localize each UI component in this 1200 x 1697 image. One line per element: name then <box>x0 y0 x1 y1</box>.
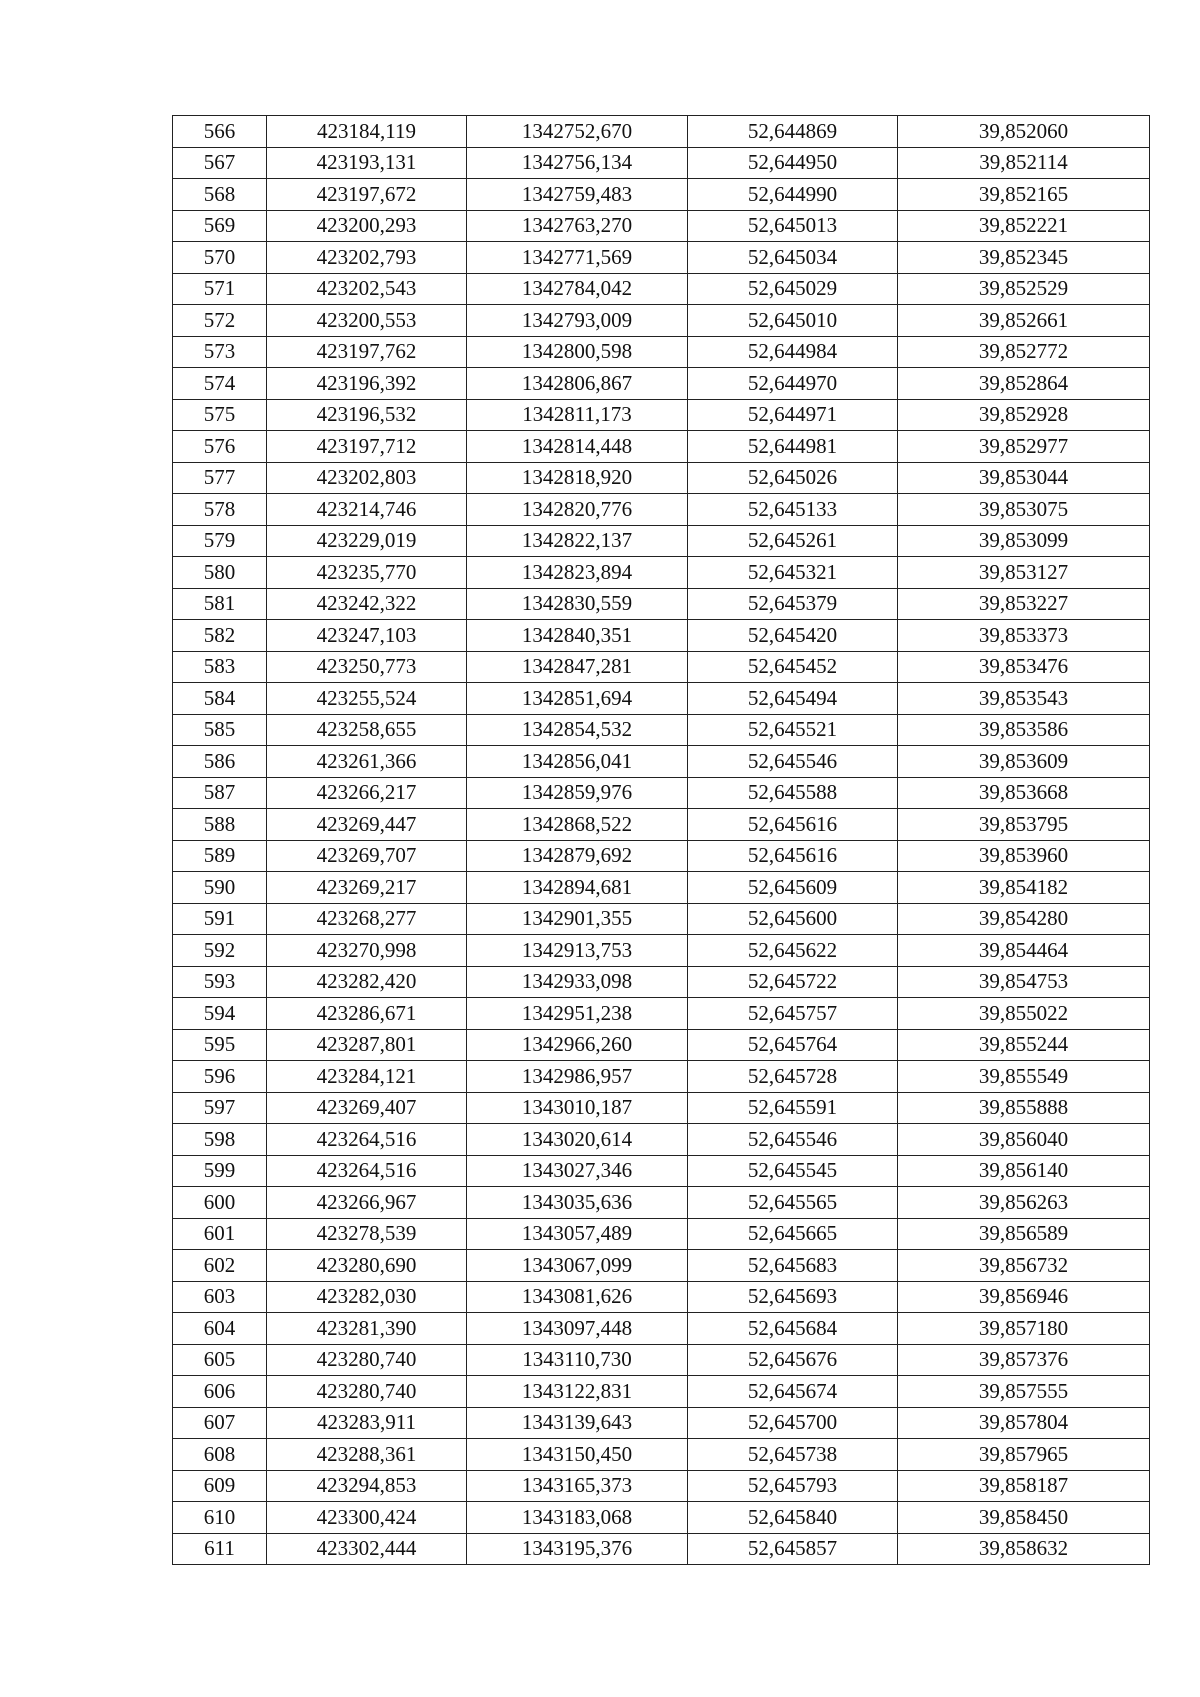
longitude-cell: 39,856732 <box>898 1250 1150 1282</box>
x-coordinate-cell: 423202,803 <box>267 462 467 494</box>
longitude-cell: 39,854182 <box>898 872 1150 904</box>
table-row <box>173 1407 1150 1439</box>
y-coordinate-cell: 1342771,569 <box>467 242 688 274</box>
latitude-cell: 52,645700 <box>688 1407 898 1439</box>
table-row <box>173 620 1150 652</box>
x-coordinate-cell: 423184,119 <box>267 116 467 148</box>
point-number-cell: 597 <box>173 1092 267 1124</box>
table-row <box>173 1155 1150 1187</box>
x-coordinate-cell: 423266,967 <box>267 1187 467 1219</box>
table-row <box>173 809 1150 841</box>
y-coordinate-cell: 1343010,187 <box>467 1092 688 1124</box>
x-coordinate-cell: 423200,293 <box>267 210 467 242</box>
x-coordinate-cell: 423268,277 <box>267 903 467 935</box>
point-number-cell: 605 <box>173 1344 267 1376</box>
longitude-cell: 39,853075 <box>898 494 1150 526</box>
latitude-cell: 52,644971 <box>688 399 898 431</box>
x-coordinate-cell: 423196,392 <box>267 368 467 400</box>
point-number-cell: 598 <box>173 1124 267 1156</box>
longitude-cell: 39,858187 <box>898 1470 1150 1502</box>
x-coordinate-cell: 423214,746 <box>267 494 467 526</box>
table-row <box>173 1092 1150 1124</box>
x-coordinate-cell: 423269,447 <box>267 809 467 841</box>
point-number-cell: 585 <box>173 714 267 746</box>
latitude-cell: 52,645616 <box>688 809 898 841</box>
x-coordinate-cell: 423284,121 <box>267 1061 467 1093</box>
x-coordinate-cell: 423197,712 <box>267 431 467 463</box>
point-number-cell: 576 <box>173 431 267 463</box>
y-coordinate-cell: 1342793,009 <box>467 305 688 337</box>
x-coordinate-cell: 423300,424 <box>267 1502 467 1534</box>
point-number-cell: 595 <box>173 1029 267 1061</box>
latitude-cell: 52,645764 <box>688 1029 898 1061</box>
latitude-cell: 52,645693 <box>688 1281 898 1313</box>
latitude-cell: 52,645676 <box>688 1344 898 1376</box>
y-coordinate-cell: 1342913,753 <box>467 935 688 967</box>
latitude-cell: 52,644990 <box>688 179 898 211</box>
latitude-cell: 52,644950 <box>688 147 898 179</box>
latitude-cell: 52,645026 <box>688 462 898 494</box>
point-number-cell: 566 <box>173 116 267 148</box>
table-row <box>173 1218 1150 1250</box>
latitude-cell: 52,645665 <box>688 1218 898 1250</box>
point-number-cell: 578 <box>173 494 267 526</box>
longitude-cell: 39,858632 <box>898 1533 1150 1565</box>
y-coordinate-cell: 1342894,681 <box>467 872 688 904</box>
longitude-cell: 39,852864 <box>898 368 1150 400</box>
point-number-cell: 593 <box>173 966 267 998</box>
latitude-cell: 52,645840 <box>688 1502 898 1534</box>
latitude-cell: 52,645857 <box>688 1533 898 1565</box>
x-coordinate-cell: 423242,322 <box>267 588 467 620</box>
point-number-cell: 569 <box>173 210 267 242</box>
latitude-cell: 52,645616 <box>688 840 898 872</box>
table-row <box>173 242 1150 274</box>
longitude-cell: 39,853127 <box>898 557 1150 589</box>
point-number-cell: 584 <box>173 683 267 715</box>
point-number-cell: 587 <box>173 777 267 809</box>
longitude-cell: 39,855244 <box>898 1029 1150 1061</box>
latitude-cell: 52,645013 <box>688 210 898 242</box>
y-coordinate-cell: 1343057,489 <box>467 1218 688 1250</box>
x-coordinate-cell: 423280,690 <box>267 1250 467 1282</box>
longitude-cell: 39,856263 <box>898 1187 1150 1219</box>
point-number-cell: 608 <box>173 1439 267 1471</box>
table-row <box>173 336 1150 368</box>
point-number-cell: 609 <box>173 1470 267 1502</box>
point-number-cell: 602 <box>173 1250 267 1282</box>
latitude-cell: 52,645588 <box>688 777 898 809</box>
latitude-cell: 52,644984 <box>688 336 898 368</box>
coordinates-table-body <box>173 116 1150 1565</box>
longitude-cell: 39,852977 <box>898 431 1150 463</box>
x-coordinate-cell: 423197,762 <box>267 336 467 368</box>
table-row <box>173 1281 1150 1313</box>
latitude-cell: 52,645379 <box>688 588 898 620</box>
x-coordinate-cell: 423261,366 <box>267 746 467 778</box>
latitude-cell: 52,645420 <box>688 620 898 652</box>
y-coordinate-cell: 1342818,920 <box>467 462 688 494</box>
x-coordinate-cell: 423202,793 <box>267 242 467 274</box>
longitude-cell: 39,852060 <box>898 116 1150 148</box>
latitude-cell: 52,644981 <box>688 431 898 463</box>
latitude-cell: 52,645565 <box>688 1187 898 1219</box>
longitude-cell: 39,856140 <box>898 1155 1150 1187</box>
point-number-cell: 591 <box>173 903 267 935</box>
longitude-cell: 39,852114 <box>898 147 1150 179</box>
x-coordinate-cell: 423280,740 <box>267 1344 467 1376</box>
x-coordinate-cell: 423264,516 <box>267 1155 467 1187</box>
x-coordinate-cell: 423193,131 <box>267 147 467 179</box>
coordinates-table <box>172 115 1150 1565</box>
point-number-cell: 571 <box>173 273 267 305</box>
y-coordinate-cell: 1342986,957 <box>467 1061 688 1093</box>
x-coordinate-cell: 423288,361 <box>267 1439 467 1471</box>
x-coordinate-cell: 423281,390 <box>267 1313 467 1345</box>
x-coordinate-cell: 423229,019 <box>267 525 467 557</box>
y-coordinate-cell: 1343183,068 <box>467 1502 688 1534</box>
x-coordinate-cell: 423266,217 <box>267 777 467 809</box>
y-coordinate-cell: 1342933,098 <box>467 966 688 998</box>
y-coordinate-cell: 1342811,173 <box>467 399 688 431</box>
table-row <box>173 872 1150 904</box>
table-row <box>173 399 1150 431</box>
latitude-cell: 52,645133 <box>688 494 898 526</box>
latitude-cell: 52,645609 <box>688 872 898 904</box>
table-row <box>173 147 1150 179</box>
table-row <box>173 588 1150 620</box>
point-number-cell: 583 <box>173 651 267 683</box>
table-row <box>173 1376 1150 1408</box>
table-row <box>173 966 1150 998</box>
table-row <box>173 935 1150 967</box>
y-coordinate-cell: 1342847,281 <box>467 651 688 683</box>
longitude-cell: 39,852165 <box>898 179 1150 211</box>
x-coordinate-cell: 423196,532 <box>267 399 467 431</box>
longitude-cell: 39,853373 <box>898 620 1150 652</box>
longitude-cell: 39,856589 <box>898 1218 1150 1250</box>
point-number-cell: 575 <box>173 399 267 431</box>
longitude-cell: 39,858450 <box>898 1502 1150 1534</box>
latitude-cell: 52,645546 <box>688 746 898 778</box>
point-number-cell: 592 <box>173 935 267 967</box>
point-number-cell: 606 <box>173 1376 267 1408</box>
table-row <box>173 998 1150 1030</box>
table-row <box>173 1533 1150 1565</box>
latitude-cell: 52,645010 <box>688 305 898 337</box>
longitude-cell: 39,853960 <box>898 840 1150 872</box>
y-coordinate-cell: 1342856,041 <box>467 746 688 778</box>
latitude-cell: 52,645674 <box>688 1376 898 1408</box>
latitude-cell: 52,645029 <box>688 273 898 305</box>
x-coordinate-cell: 423264,516 <box>267 1124 467 1156</box>
point-number-cell: 579 <box>173 525 267 557</box>
y-coordinate-cell: 1342879,692 <box>467 840 688 872</box>
y-coordinate-cell: 1343139,643 <box>467 1407 688 1439</box>
point-number-cell: 574 <box>173 368 267 400</box>
longitude-cell: 39,852345 <box>898 242 1150 274</box>
latitude-cell: 52,645452 <box>688 651 898 683</box>
longitude-cell: 39,853668 <box>898 777 1150 809</box>
point-number-cell: 604 <box>173 1313 267 1345</box>
point-number-cell: 588 <box>173 809 267 841</box>
latitude-cell: 52,645261 <box>688 525 898 557</box>
y-coordinate-cell: 1342951,238 <box>467 998 688 1030</box>
latitude-cell: 52,645722 <box>688 966 898 998</box>
x-coordinate-cell: 423286,671 <box>267 998 467 1030</box>
table-row <box>173 1313 1150 1345</box>
point-number-cell: 567 <box>173 147 267 179</box>
x-coordinate-cell: 423302,444 <box>267 1533 467 1565</box>
y-coordinate-cell: 1342854,532 <box>467 714 688 746</box>
latitude-cell: 52,645684 <box>688 1313 898 1345</box>
point-number-cell: 607 <box>173 1407 267 1439</box>
x-coordinate-cell: 423197,672 <box>267 179 467 211</box>
x-coordinate-cell: 423278,539 <box>267 1218 467 1250</box>
x-coordinate-cell: 423269,407 <box>267 1092 467 1124</box>
point-number-cell: 577 <box>173 462 267 494</box>
y-coordinate-cell: 1342759,483 <box>467 179 688 211</box>
point-number-cell: 570 <box>173 242 267 274</box>
y-coordinate-cell: 1342763,270 <box>467 210 688 242</box>
y-coordinate-cell: 1342868,522 <box>467 809 688 841</box>
longitude-cell: 39,857180 <box>898 1313 1150 1345</box>
point-number-cell: 568 <box>173 179 267 211</box>
longitude-cell: 39,857804 <box>898 1407 1150 1439</box>
y-coordinate-cell: 1343020,614 <box>467 1124 688 1156</box>
point-number-cell: 573 <box>173 336 267 368</box>
y-coordinate-cell: 1343150,450 <box>467 1439 688 1471</box>
x-coordinate-cell: 423250,773 <box>267 651 467 683</box>
y-coordinate-cell: 1342800,598 <box>467 336 688 368</box>
table-row <box>173 746 1150 778</box>
latitude-cell: 52,645521 <box>688 714 898 746</box>
point-number-cell: 603 <box>173 1281 267 1313</box>
x-coordinate-cell: 423283,911 <box>267 1407 467 1439</box>
longitude-cell: 39,856040 <box>898 1124 1150 1156</box>
x-coordinate-cell: 423282,030 <box>267 1281 467 1313</box>
longitude-cell: 39,857965 <box>898 1439 1150 1471</box>
point-number-cell: 611 <box>173 1533 267 1565</box>
longitude-cell: 39,854464 <box>898 935 1150 967</box>
longitude-cell: 39,853476 <box>898 651 1150 683</box>
latitude-cell: 52,645622 <box>688 935 898 967</box>
y-coordinate-cell: 1342901,355 <box>467 903 688 935</box>
latitude-cell: 52,645683 <box>688 1250 898 1282</box>
point-number-cell: 581 <box>173 588 267 620</box>
table-row <box>173 1502 1150 1534</box>
table-row <box>173 903 1150 935</box>
y-coordinate-cell: 1342752,670 <box>467 116 688 148</box>
point-number-cell: 589 <box>173 840 267 872</box>
longitude-cell: 39,852928 <box>898 399 1150 431</box>
longitude-cell: 39,855022 <box>898 998 1150 1030</box>
y-coordinate-cell: 1343081,626 <box>467 1281 688 1313</box>
longitude-cell: 39,853099 <box>898 525 1150 557</box>
x-coordinate-cell: 423294,853 <box>267 1470 467 1502</box>
point-number-cell: 586 <box>173 746 267 778</box>
y-coordinate-cell: 1343097,448 <box>467 1313 688 1345</box>
latitude-cell: 52,645545 <box>688 1155 898 1187</box>
longitude-cell: 39,852772 <box>898 336 1150 368</box>
latitude-cell: 52,645793 <box>688 1470 898 1502</box>
point-number-cell: 594 <box>173 998 267 1030</box>
longitude-cell: 39,852529 <box>898 273 1150 305</box>
y-coordinate-cell: 1342851,694 <box>467 683 688 715</box>
longitude-cell: 39,857376 <box>898 1344 1150 1376</box>
latitude-cell: 52,645034 <box>688 242 898 274</box>
table-row <box>173 1250 1150 1282</box>
table-row <box>173 714 1150 746</box>
longitude-cell: 39,855888 <box>898 1092 1150 1124</box>
table-row <box>173 1470 1150 1502</box>
longitude-cell: 39,852661 <box>898 305 1150 337</box>
table-row <box>173 494 1150 526</box>
x-coordinate-cell: 423282,420 <box>267 966 467 998</box>
x-coordinate-cell: 423280,740 <box>267 1376 467 1408</box>
longitude-cell: 39,856946 <box>898 1281 1150 1313</box>
table-row <box>173 1439 1150 1471</box>
x-coordinate-cell: 423255,524 <box>267 683 467 715</box>
y-coordinate-cell: 1342814,448 <box>467 431 688 463</box>
y-coordinate-cell: 1343110,730 <box>467 1344 688 1376</box>
latitude-cell: 52,645546 <box>688 1124 898 1156</box>
y-coordinate-cell: 1342840,351 <box>467 620 688 652</box>
latitude-cell: 52,645728 <box>688 1061 898 1093</box>
point-number-cell: 600 <box>173 1187 267 1219</box>
latitude-cell: 52,644869 <box>688 116 898 148</box>
x-coordinate-cell: 423270,998 <box>267 935 467 967</box>
table-row <box>173 431 1150 463</box>
point-number-cell: 601 <box>173 1218 267 1250</box>
x-coordinate-cell: 423258,655 <box>267 714 467 746</box>
y-coordinate-cell: 1342820,776 <box>467 494 688 526</box>
point-number-cell: 596 <box>173 1061 267 1093</box>
table-row <box>173 651 1150 683</box>
point-number-cell: 572 <box>173 305 267 337</box>
longitude-cell: 39,854280 <box>898 903 1150 935</box>
y-coordinate-cell: 1342823,894 <box>467 557 688 589</box>
table-row <box>173 525 1150 557</box>
table-row <box>173 210 1150 242</box>
x-coordinate-cell: 423200,553 <box>267 305 467 337</box>
table-row <box>173 777 1150 809</box>
longitude-cell: 39,854753 <box>898 966 1150 998</box>
y-coordinate-cell: 1342859,976 <box>467 777 688 809</box>
table-row <box>173 1029 1150 1061</box>
longitude-cell: 39,853609 <box>898 746 1150 778</box>
x-coordinate-cell: 423235,770 <box>267 557 467 589</box>
x-coordinate-cell: 423269,217 <box>267 872 467 904</box>
table-row <box>173 1061 1150 1093</box>
latitude-cell: 52,645757 <box>688 998 898 1030</box>
y-coordinate-cell: 1343035,636 <box>467 1187 688 1219</box>
longitude-cell: 39,853586 <box>898 714 1150 746</box>
table-row <box>173 1344 1150 1376</box>
table-row <box>173 557 1150 589</box>
point-number-cell: 580 <box>173 557 267 589</box>
latitude-cell: 52,645321 <box>688 557 898 589</box>
table-row <box>173 179 1150 211</box>
x-coordinate-cell: 423247,103 <box>267 620 467 652</box>
latitude-cell: 52,645591 <box>688 1092 898 1124</box>
latitude-cell: 52,645600 <box>688 903 898 935</box>
x-coordinate-cell: 423269,707 <box>267 840 467 872</box>
point-number-cell: 610 <box>173 1502 267 1534</box>
x-coordinate-cell: 423287,801 <box>267 1029 467 1061</box>
point-number-cell: 599 <box>173 1155 267 1187</box>
longitude-cell: 39,853543 <box>898 683 1150 715</box>
y-coordinate-cell: 1343067,099 <box>467 1250 688 1282</box>
y-coordinate-cell: 1343027,346 <box>467 1155 688 1187</box>
longitude-cell: 39,853795 <box>898 809 1150 841</box>
latitude-cell: 52,645494 <box>688 683 898 715</box>
y-coordinate-cell: 1343122,831 <box>467 1376 688 1408</box>
table-row <box>173 462 1150 494</box>
latitude-cell: 52,644970 <box>688 368 898 400</box>
table-row <box>173 840 1150 872</box>
x-coordinate-cell: 423202,543 <box>267 273 467 305</box>
table-row <box>173 368 1150 400</box>
point-number-cell: 590 <box>173 872 267 904</box>
table-row <box>173 1124 1150 1156</box>
y-coordinate-cell: 1342822,137 <box>467 525 688 557</box>
longitude-cell: 39,857555 <box>898 1376 1150 1408</box>
y-coordinate-cell: 1343195,376 <box>467 1533 688 1565</box>
y-coordinate-cell: 1342966,260 <box>467 1029 688 1061</box>
latitude-cell: 52,645738 <box>688 1439 898 1471</box>
y-coordinate-cell: 1342830,559 <box>467 588 688 620</box>
longitude-cell: 39,855549 <box>898 1061 1150 1093</box>
table-row <box>173 305 1150 337</box>
y-coordinate-cell: 1342806,867 <box>467 368 688 400</box>
y-coordinate-cell: 1342756,134 <box>467 147 688 179</box>
table-row <box>173 683 1150 715</box>
table-row <box>173 273 1150 305</box>
y-coordinate-cell: 1343165,373 <box>467 1470 688 1502</box>
table-row <box>173 116 1150 148</box>
longitude-cell: 39,853227 <box>898 588 1150 620</box>
y-coordinate-cell: 1342784,042 <box>467 273 688 305</box>
longitude-cell: 39,853044 <box>898 462 1150 494</box>
longitude-cell: 39,852221 <box>898 210 1150 242</box>
point-number-cell: 582 <box>173 620 267 652</box>
table-row <box>173 1187 1150 1219</box>
